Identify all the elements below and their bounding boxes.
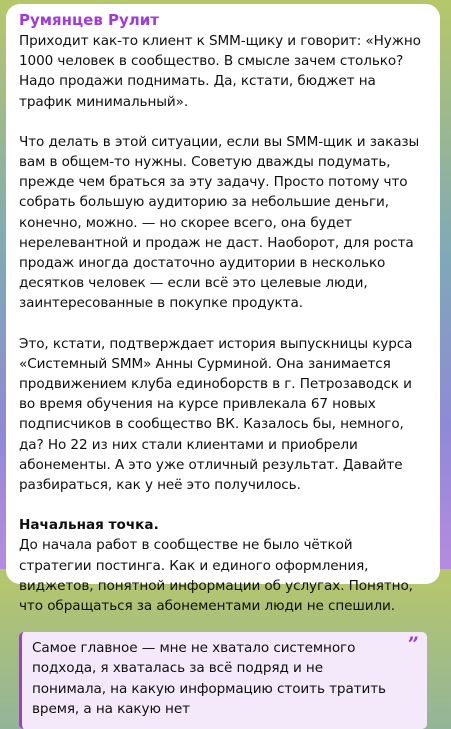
message-bubble xyxy=(6,4,440,717)
blockquote xyxy=(19,632,427,729)
message-paragraph-1: Приходит как-то клиент к SMM-щику и говорит: «Нужно 1000 человек в сообщество. В смысле зачем столько? Надо продажи поднимать. Да, кстати, бюджет на трафик минимальный». xyxy=(19,33,421,110)
message-paragraph-2: Что делать в этой ситуации, если вы SMM-щик и заказы вам в общем-то нужны. Советую дважды подумать, прежде чем браться за эту задачу. Просто потому что собрать большую аудиторию за небольшие деньги, конечно, можно. — но скорее всего, она будет нерелевантной и продаж не даст. Наоборот, для роста продаж иногда достаточно аудитории в несколько десятков человек — если всё это целевые люди, заинтересованные в покупке продукта. xyxy=(19,133,420,312)
section-text: До начала работ в сообществе не было чёткой стратегии постинга. Как и единого оформления, виджетов, понятной информации об услугах. Понятно, что обращаться за абонементами люди не спешили. xyxy=(19,537,413,615)
message-paragraph-3: Это, кстати, подтверждает история выпускницы курса «Системный SMM» Анны Сурминой. Она занимается продвижением клуба единоборств в г. Петрозаводск и во время обучения на курсе привлекала 67 новых подписчиков в сообщество ВК. Казалось бы, немного, да? Но 22 из них стали клиентами и приобрели абонементы. А это уже отличный результат. Давайте разбираться, как у неё это получилось. xyxy=(19,335,413,494)
sender-name[interactable]: Румянцев Рулит xyxy=(19,11,159,29)
section-heading: Начальная точка. xyxy=(19,517,159,534)
quote-marks-icon: ” xyxy=(407,632,419,657)
quote-text: Самое главное — мне не хватало системного подхода, я хваталась за всё подряд и не понимала, на какую информацию стоить тратить время, а на какую нет xyxy=(32,640,386,717)
